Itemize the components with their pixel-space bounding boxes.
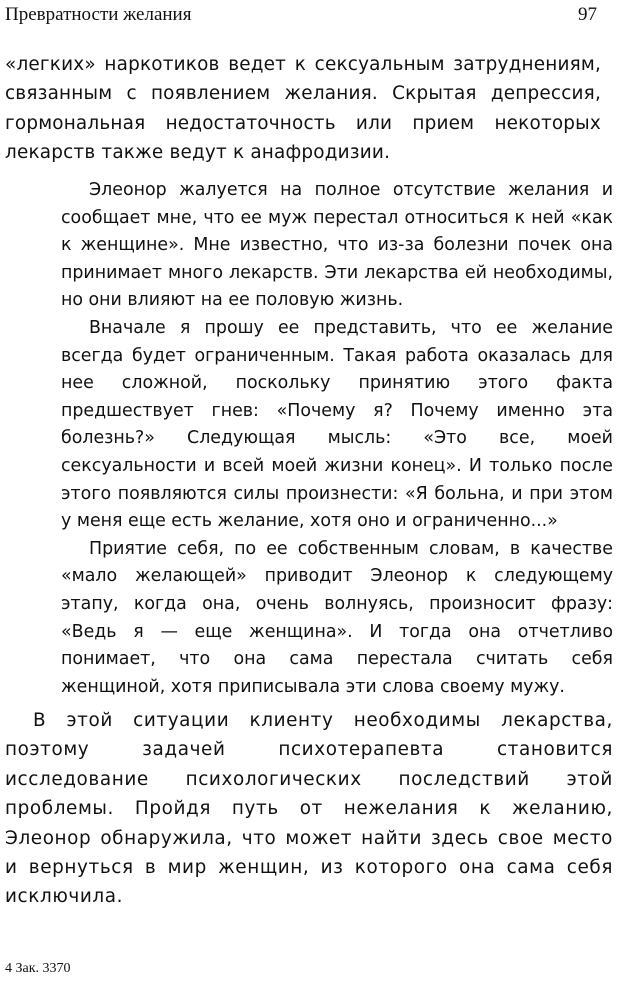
- running-title: Превратности желания: [5, 4, 192, 25]
- case-study-block: [61, 177, 613, 701]
- case-paragraph-3: Приятие себя, по ее собственным словам, в качестве «мало желающей» приводит Элеонор к следующему этапу, когда она, очень волнуясь, произносит фразу: «Ведь я — еще женщина». И тогда она отчетливо понимает, что она сама перестала считать себя женщиной, хотя приписывала эти слова своему мужу.: [61, 538, 613, 697]
- conclusion-paragraph: В этой ситуации клиенту необходимы лекарства, поэтому задачей психотерапевта становится исследование психологических последствий этой проблемы. Пройдя путь от нежелания к желанию, Элеонор обнаружила, что может найти здесь свое место и вернуться в мир женщин, из которого она сама себя исключила.: [5, 710, 613, 908]
- page-number: 97: [578, 4, 597, 25]
- conclusion-paragraph-block: [5, 706, 613, 912]
- case-paragraph-1: Элеонор жалуется на полное отсутствие желания и сообщает мне, что ее муж перестал относиться к ней «как к женщине». Мне известно, что из-за болезни почек она принимает много лекарств. Эти лекарства ей необходимы, но они влияют на ее половую жизнь.: [61, 180, 613, 311]
- printer-imprint: 4 Зак. 3370: [5, 961, 71, 976]
- running-header: [5, 4, 597, 28]
- intro-paragraph: «легких» наркотиков ведет к сексуальным затруднениям, связанным с появлением желания. Скрытая депрессия, гормональная недостаточность или прием некоторых лекарств также ведут к анафродизии.: [5, 54, 601, 164]
- intro-paragraph-block: [5, 50, 601, 168]
- case-paragraph-2: Вначале я прошу ее представить, что ее желание всегда будет ограниченным. Такая работа оказалась для нее сложной, поскольку принятию этого факта предшествует гнев: «Почему я? Почему именно эта болезнь?» Следующая мысль: «Это все, моей сексуальности и всей моей жизни конец». И только после этого появляются силы произнести: «Я больна, и при этом у меня еще есть желание, хотя оно и ограниченно...»: [61, 317, 613, 532]
